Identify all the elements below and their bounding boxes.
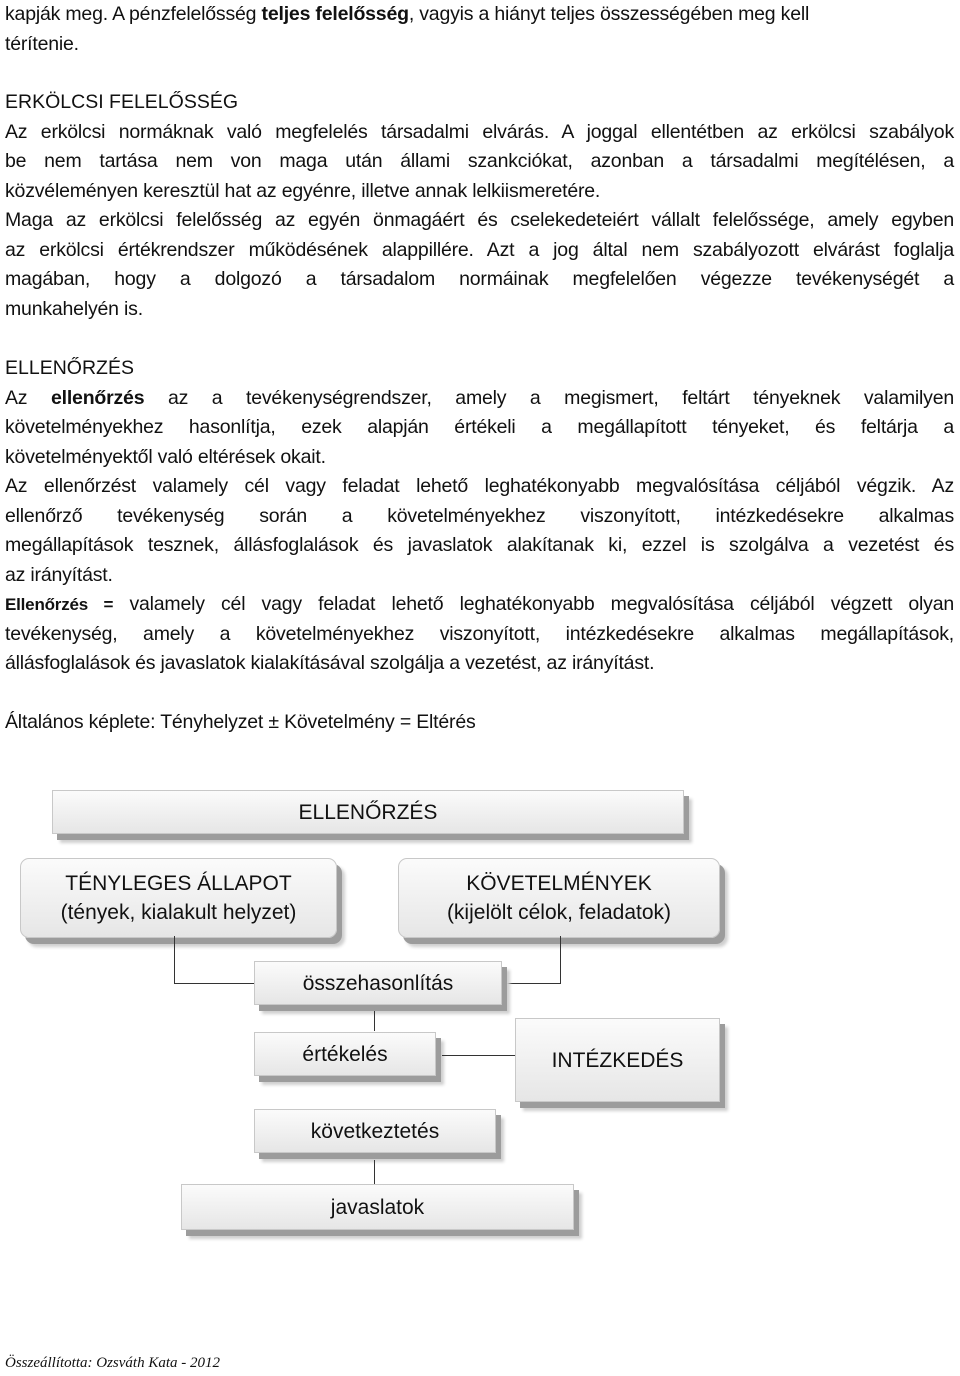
connector-line bbox=[174, 983, 254, 984]
paragraph-line: munkahelyén is. bbox=[5, 297, 143, 320]
paragraph-line: követelményekhez hasonlítja, ezek alapján értékeli a megállapított tényeket, és feltárja a bbox=[5, 416, 954, 438]
section-heading: ELLENŐRZÉS bbox=[5, 357, 134, 379]
diagram-label: értékelés bbox=[302, 1042, 388, 1066]
bold-term: ellenőrzés bbox=[50, 386, 145, 409]
diagram-box-requirements bbox=[398, 858, 720, 938]
paragraph-line: ellenőrző tevékenység során a követelményekhez viszonyított, intézkedésekre alkalmas bbox=[5, 504, 954, 527]
footer-author: Összeállította: Ozsváth Kata - 2012 bbox=[5, 1355, 221, 1371]
diagram-label: javaslatok bbox=[330, 1195, 425, 1219]
paragraph-line: magában, hogy a dolgozó a társadalom normáinak megfelelően végezze tevékenységét a bbox=[5, 268, 954, 290]
connector-line bbox=[500, 983, 560, 984]
paragraph-line: Az ellenőrzés az a tevékenységrendszer, amely a megismert, feltárt tényeknek valamilyen bbox=[5, 386, 954, 409]
diagram-box-evaluate bbox=[254, 1032, 436, 1076]
section-heading: ERKÖLCSI FELELŐSSÉG bbox=[5, 91, 239, 113]
arrow-line bbox=[374, 1011, 375, 1031]
diagram-box-compare bbox=[254, 961, 502, 1005]
paragraph-line: be nem tartása nem von maga után állami szankciókat, azonban a társadalmi megítélésen, a bbox=[5, 150, 954, 172]
diagram-label: összehasonlítás bbox=[302, 971, 454, 995]
diagram-box-actual-state bbox=[20, 858, 337, 938]
connector-line bbox=[560, 936, 561, 984]
section-control bbox=[5, 354, 954, 679]
formula: Általános képlete: Tényhelyzet ± Követelmény = Eltérés bbox=[5, 711, 476, 733]
diagram-box-conclude bbox=[254, 1109, 496, 1153]
diagram-box-control bbox=[52, 790, 684, 834]
paragraph-line: Az ellenőrzést valamely cél vagy feladat lehető leghatékonyabb megvalósítása céljából végzik. Az bbox=[5, 475, 954, 497]
diagram-box-propose bbox=[181, 1184, 574, 1230]
diagram-box-measures bbox=[515, 1018, 720, 1102]
connector-line bbox=[442, 1055, 515, 1056]
paragraph-line: az erkölcsi értékrendszer működésének alappillére. Azt a jog által nem szabályozott elvárást foglalja bbox=[5, 238, 954, 261]
section-moral-responsibility bbox=[5, 88, 954, 324]
arrow-line bbox=[374, 1160, 375, 1184]
paragraph-line: Maga az erkölcsi felelősség az egyén önmagáért és cselekedeteiért vállalt felelőssége, amely egyben bbox=[5, 209, 954, 231]
diagram-label: következtetés bbox=[310, 1119, 440, 1143]
paragraph-line: az irányítást. bbox=[5, 563, 113, 586]
connector-line bbox=[174, 936, 175, 984]
diagram-label: INTÉZKEDÉS bbox=[551, 1048, 684, 1072]
paragraph-line: követelményektől való eltérések okait. bbox=[5, 445, 326, 468]
paragraph-line: Az erkölcsi normáknak való megfelelés társadalmi elvárás. A joggal ellentétben az erkölcsi szabályok bbox=[5, 120, 954, 143]
diagram-label: ELLENŐRZÉS bbox=[298, 800, 438, 824]
intro-paragraph bbox=[5, 0, 954, 59]
diagram-label: (tények, kialakult helyzet) bbox=[60, 901, 297, 924]
bold-term: Ellenőrzés = bbox=[5, 595, 114, 614]
diagram-label: KÖVETELMÉNYEK bbox=[466, 872, 652, 895]
paragraph-line: megállapítások tesznek, állásfoglalások és javaslatok alakítanak ki, ezzel is szolgálva a vezetést és bbox=[5, 534, 954, 556]
intro-line-1: kapják meg. A pénzfelelősség teljes felelősség, vagyis a hiányt teljes összességében meg kell bbox=[5, 3, 810, 25]
definition-line: állásfoglalások és javaslatok kialakításával szolgálja a vezetést, az irányítást. bbox=[5, 652, 655, 674]
definition-line: Ellenőrzés = valamely cél vagy feladat lehető leghatékonyabb megvalósítása céljából végzett olyan bbox=[5, 593, 954, 615]
paragraph-line: közvéleményen keresztül hat az egyénre, illetve annak lelkiismeretére. bbox=[5, 179, 601, 202]
bold-term: teljes felelősség bbox=[261, 3, 409, 25]
definition-line: tevékenység, amely a követelményekhez viszonyított, intézkedésekre alkalmas megállapítások, bbox=[5, 622, 954, 645]
diagram-label: (kijelölt célok, feladatok) bbox=[446, 901, 672, 924]
intro-line-2: térítenie. bbox=[5, 32, 79, 55]
diagram-label: TÉNYLEGES ÁLLAPOT bbox=[65, 872, 292, 895]
formula-line bbox=[5, 708, 954, 738]
